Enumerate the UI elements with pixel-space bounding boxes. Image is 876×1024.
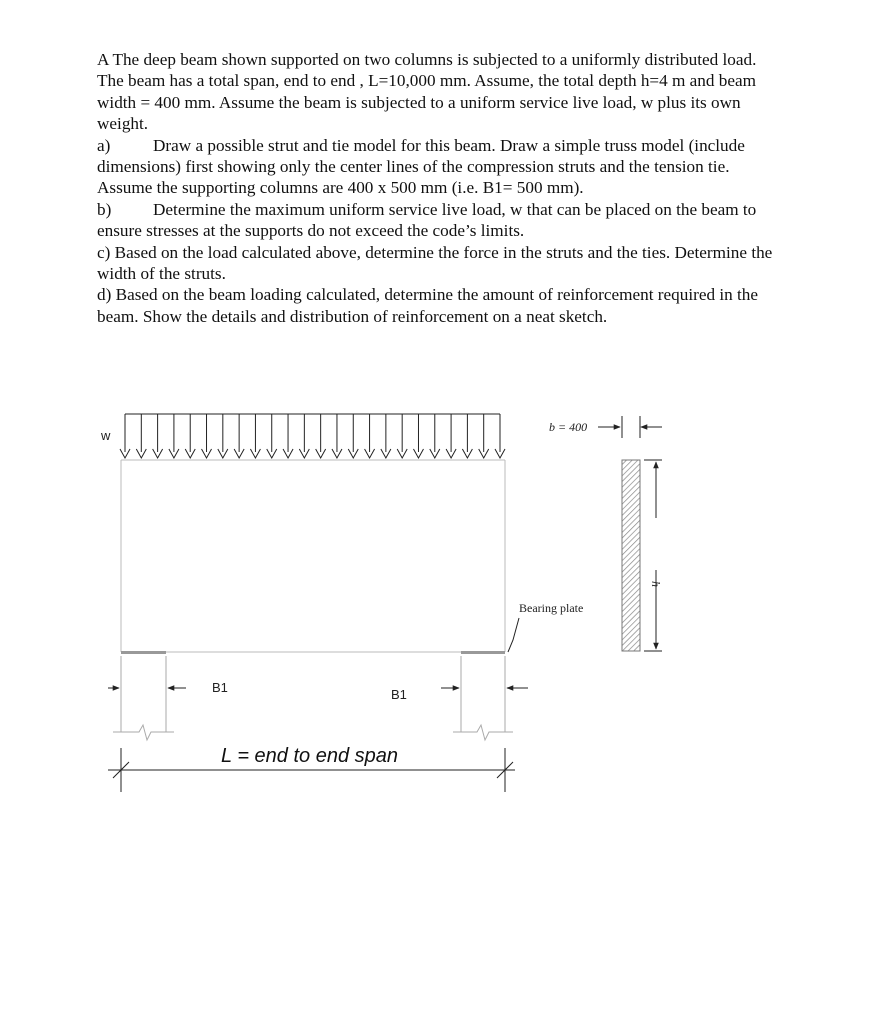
part-c-label: c) [97,242,111,262]
bearing-plate-right [461,651,505,654]
beam-cross-section [622,460,640,651]
b1-label-right: B1 [391,687,407,702]
b1-label-left: B1 [212,680,228,695]
deep-beam [121,460,505,652]
depth-label: h [649,581,663,587]
bearing-plate-leader [508,618,519,652]
part-a-text: Draw a possible strut and tie model for this beam. Draw a simple truss model (include dimensions) first showing only the center lines of the compression struts and the tension tie. Assume the supporting columns are 400 x 500 mm (i.e. B1= 500 mm). [97,135,745,198]
bearing-plate-left [121,651,166,654]
distributed-load [120,414,505,458]
load-label: w [101,428,111,443]
depth-dimension [644,460,662,651]
width-label: b = 400 [549,420,588,434]
span-label: L = end to end span [221,745,399,767]
part-b-text: Determine the maximum uniform service live load, w that can be placed on the beam to ensure stresses at the supports do not exceed the code’s limits. [97,199,757,241]
part-a-label: a) [97,135,111,155]
column-right [453,656,513,740]
bearing-plate-label: Bearing plate [519,601,584,615]
part-d-label: d) [97,285,112,305]
part-d-text: Based on the beam loading calculated, determine the amount of reinforcement required in the beam. Show the details and distribution of reinforcement on a neat sketch. [97,285,758,326]
part-b-label: b) [97,199,112,219]
part-c-text: Based on the load calculated above, determine the force in the struts and the ties. Determine the width of the struts. [97,242,773,284]
problem-intro: A The deep beam shown supported on two columns is subjected to a uniformly distributed load. The beam has a total span, end to end , L=10,000 mm. Assume, the total depth h=4 m and beam width = 400 mm. Assume the beam is subjected to a uniform service live load, w plus its own weight. [97,50,757,134]
column-left [113,656,174,740]
width-dimension [598,416,662,438]
